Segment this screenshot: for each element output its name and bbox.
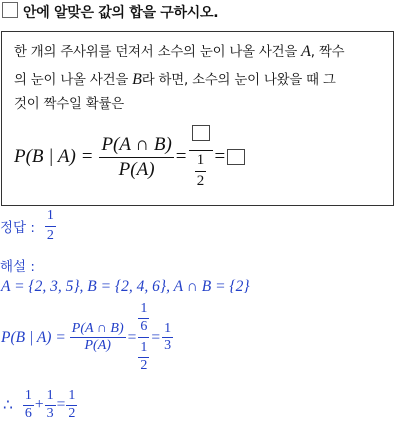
cond-denominator: P(A) bbox=[84, 338, 111, 354]
answer-row bbox=[0, 209, 56, 243]
formula-lhs: P(B | A) = bbox=[14, 146, 94, 168]
problem-formula bbox=[14, 125, 245, 189]
answer-blank-icon bbox=[2, 2, 18, 18]
formula-denominator: P(A) bbox=[118, 158, 155, 180]
formula-blank-fraction bbox=[189, 125, 213, 189]
cond-main-fraction bbox=[70, 322, 126, 354]
formula-eq2: = bbox=[214, 146, 226, 168]
cond-result-fraction bbox=[162, 322, 173, 354]
final-c-den: 2 bbox=[68, 405, 76, 421]
cond-eq1: = bbox=[127, 328, 137, 346]
cond-bottom-num: 1 bbox=[140, 340, 148, 356]
inner-num: 1 bbox=[196, 151, 205, 168]
result-blank-input[interactable] bbox=[227, 149, 245, 165]
event-b-var: B bbox=[132, 71, 142, 88]
formula-main-fraction bbox=[99, 135, 173, 180]
cond-bottom-den: 2 bbox=[140, 358, 148, 374]
event-a-var: A bbox=[301, 43, 311, 60]
cond-numerator: P(A ∩ B) bbox=[71, 320, 124, 336]
final-eq: = bbox=[56, 396, 66, 414]
final-frac-b bbox=[45, 389, 56, 421]
conditional-calc bbox=[1, 302, 173, 374]
problem-line-2 bbox=[14, 69, 336, 92]
cond-result-den: 3 bbox=[164, 338, 172, 354]
final-c-num: 1 bbox=[68, 388, 76, 403]
explanation-label: 해설 : bbox=[0, 259, 35, 275]
final-plus: + bbox=[34, 396, 44, 414]
answer-fraction bbox=[45, 209, 56, 243]
therefore-icon: ∴ bbox=[3, 396, 13, 414]
cond-result-num: 1 bbox=[164, 320, 172, 336]
cond-top-den: 6 bbox=[140, 318, 148, 334]
numerator-blank-input[interactable] bbox=[192, 125, 210, 141]
final-b-den: 3 bbox=[46, 405, 54, 421]
cond-eq2: = bbox=[151, 328, 161, 346]
problem-line-2-end: 라 하면, 소수의 눈이 나왔을 때 그 bbox=[141, 73, 336, 88]
answer-label: 정답 : bbox=[0, 220, 35, 237]
answer-num: 1 bbox=[46, 208, 54, 223]
problem-line-2-start: 의 눈이 나올 사건을 bbox=[14, 73, 129, 88]
inner-fraction bbox=[195, 153, 207, 190]
cond-top-fraction bbox=[138, 302, 149, 334]
cond-lhs: P(B | A) = bbox=[1, 328, 66, 346]
sets-line: A = {2, 3, 5}, B = {2, 4, 6}, A ∩ B = {2} bbox=[1, 278, 250, 295]
problem-line-1 bbox=[14, 41, 344, 64]
problem-line-1-end: , 짝수 bbox=[310, 45, 345, 60]
final-line bbox=[3, 389, 77, 421]
cond-top-num: 1 bbox=[140, 301, 148, 316]
formula-numerator: P(A ∩ B) bbox=[101, 133, 172, 155]
cond-bottom-fraction bbox=[138, 341, 149, 373]
answer-den: 2 bbox=[46, 227, 54, 243]
final-b-num: 1 bbox=[46, 388, 54, 403]
inner-den: 2 bbox=[196, 172, 205, 189]
formula-eq1: = bbox=[175, 146, 187, 168]
final-a-den: 6 bbox=[24, 405, 32, 421]
final-frac-a bbox=[23, 389, 34, 421]
instruction-text: 안에 알맞은 값의 합을 구하시오. bbox=[23, 5, 219, 21]
problem-line-3: 것이 짝수일 확률은 bbox=[14, 97, 124, 112]
final-frac-c bbox=[66, 389, 77, 421]
cond-complex-fraction bbox=[138, 302, 149, 374]
final-a-num: 1 bbox=[24, 388, 32, 403]
problem-box bbox=[1, 31, 394, 206]
problem-line-1-text: 한 개의 주사위를 던져서 소수의 눈이 나올 사건을 bbox=[14, 45, 298, 60]
